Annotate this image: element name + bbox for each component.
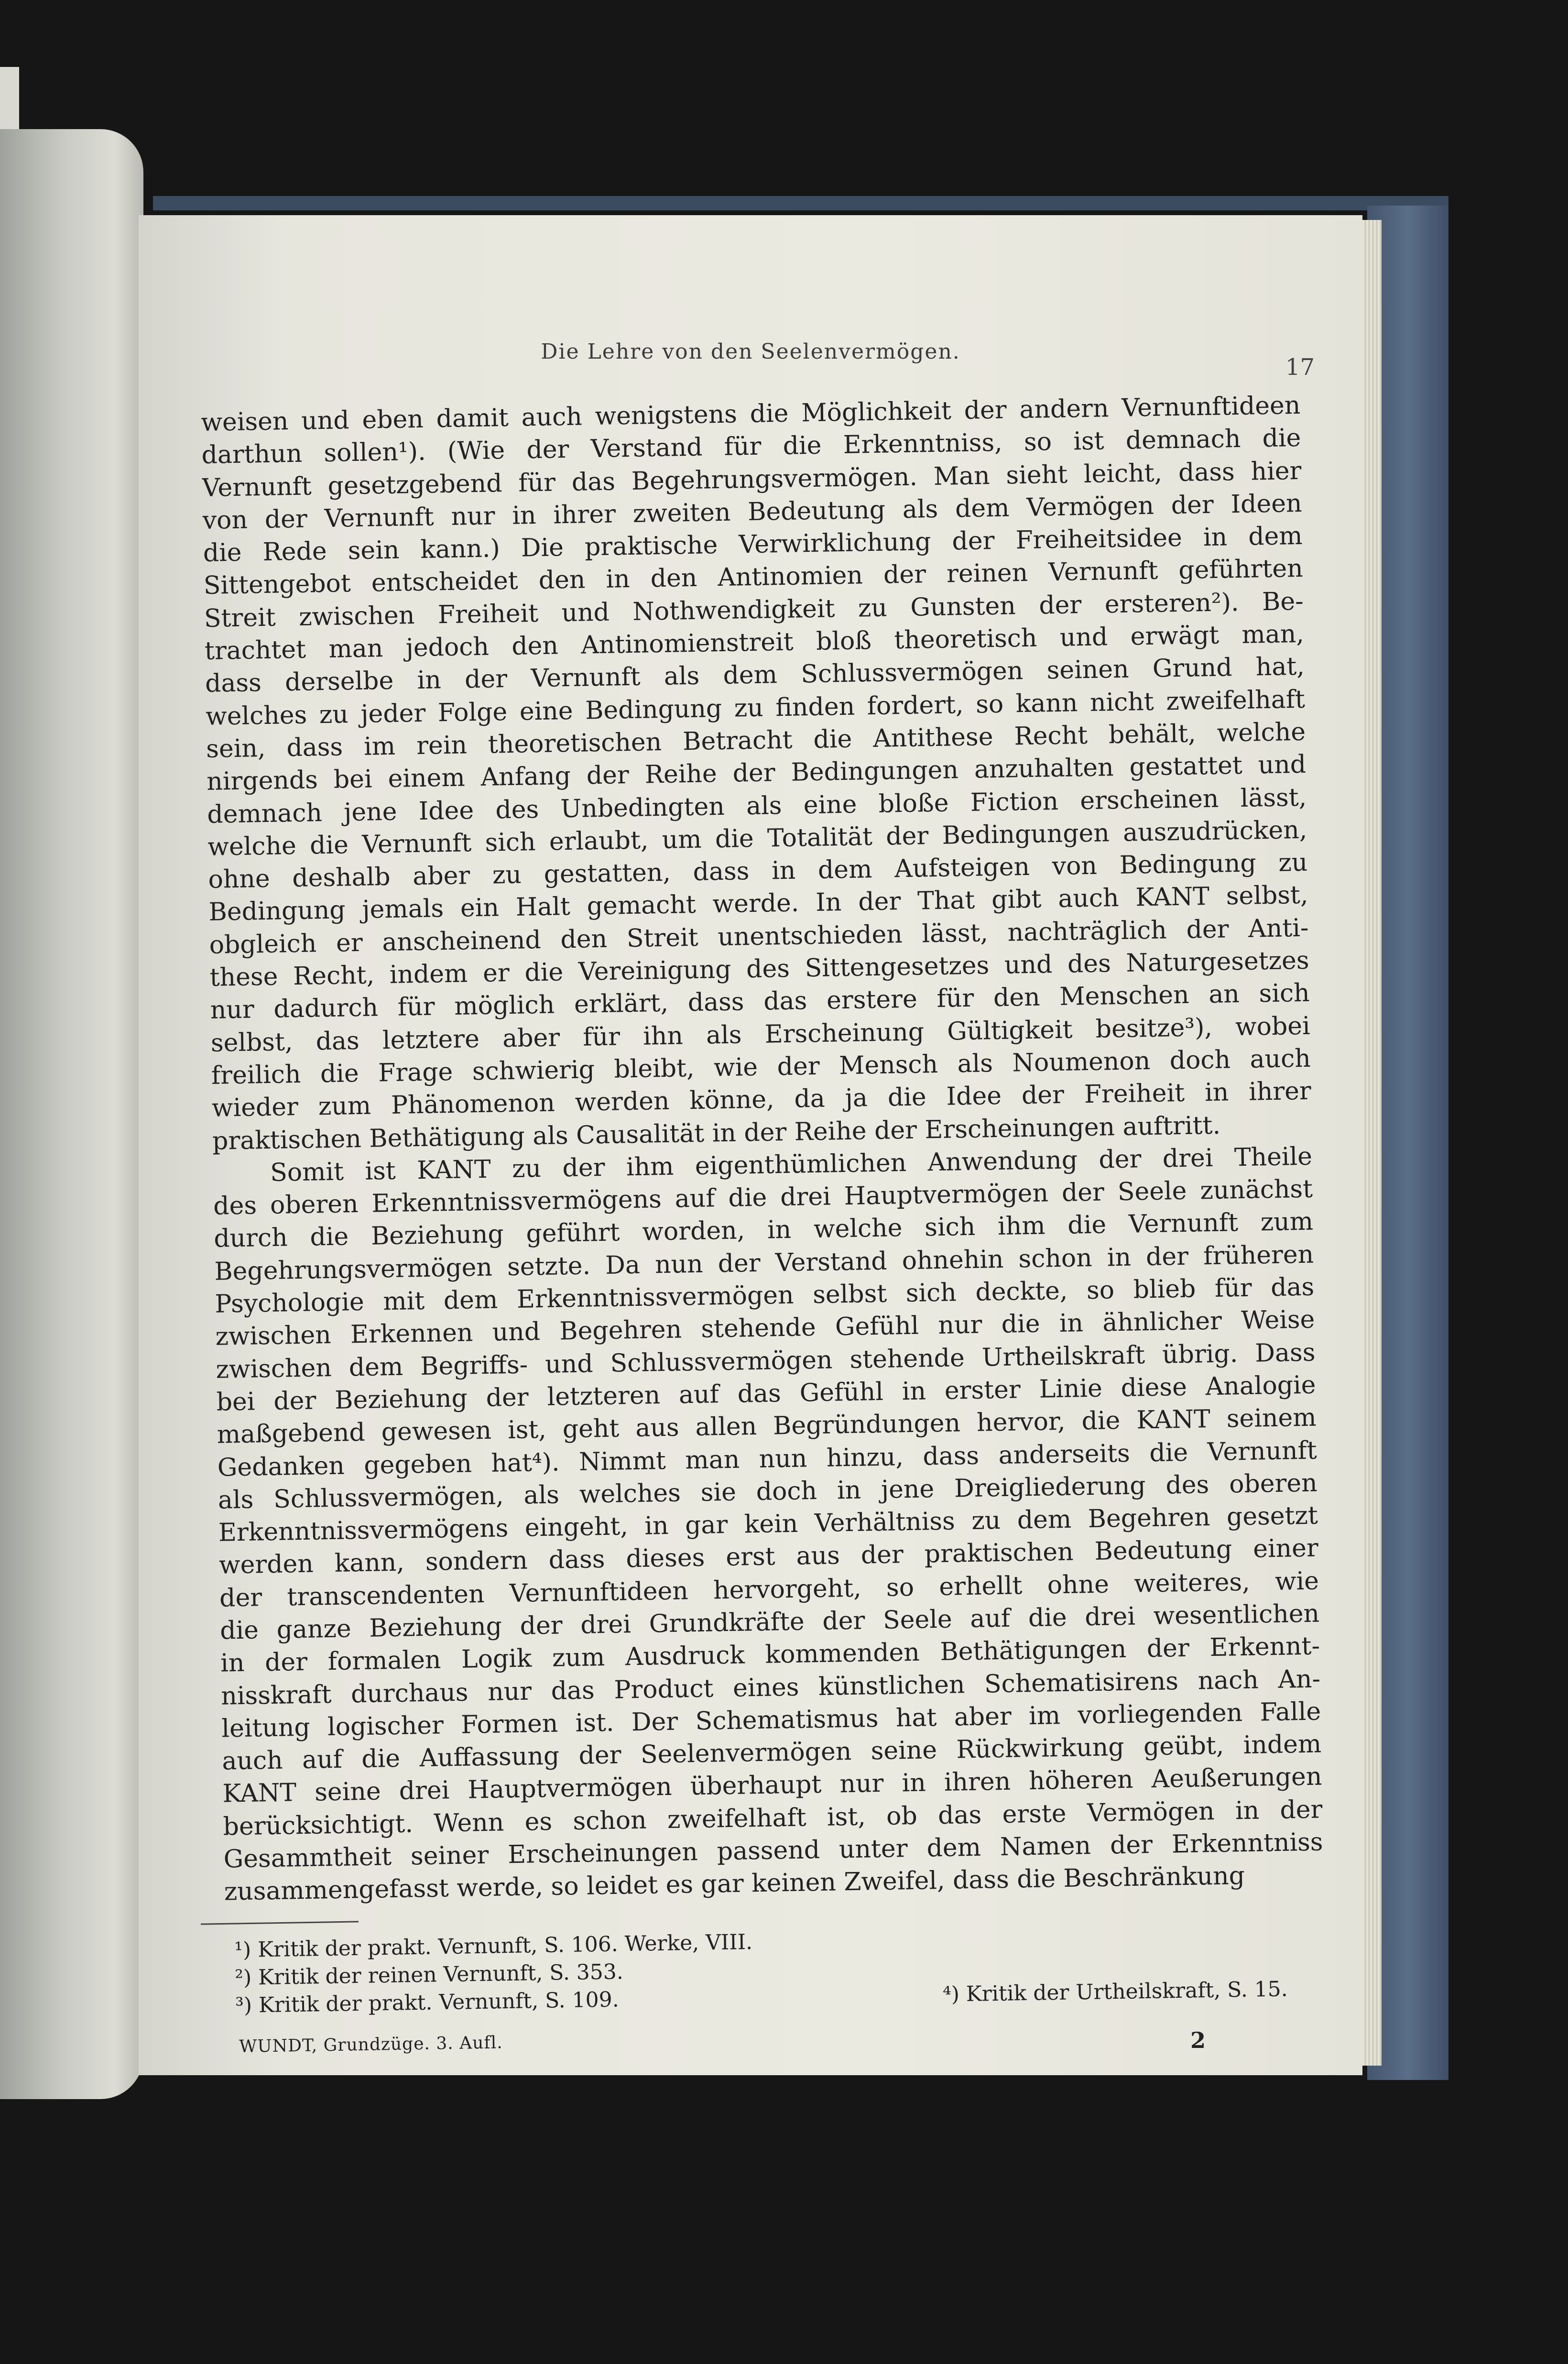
text-line: Begehrungsvermögen setzte. Da nun der Verstand ohnehin schon in der früheren <box>214 1240 1314 1286</box>
text-line: in der formalen Logik zum Ausdruck kommenden Bethätigungen der Erkennt- <box>220 1631 1320 1678</box>
text-line: Somit ist KANT zu der ihm eigenthümlichen Anwendung der drei Theile <box>270 1142 1313 1187</box>
text-line: von der Vernunft nur in ihrer zweiten Bedeutung als dem Vermögen der Ideen <box>202 489 1302 535</box>
text-line: darthun sollen¹). (Wie der Verstand für die Erkenntniss, so ist demnach die <box>201 424 1301 470</box>
text-line: werden kann, sondern dass dieses erst aus der praktischen Bedeutung einer <box>218 1533 1319 1580</box>
text-line: demnach jene Idee des Unbedingten als eine bloße Fiction erscheinen lässt, <box>207 783 1307 829</box>
text-line: Psychologie mit dem Erkenntnissvermögen selbst sich deckte, so blieb für das <box>215 1272 1315 1319</box>
footnote-rule <box>201 1921 359 1925</box>
text-line: der transcendenten Vernunftideen hervorgeht, so erhellt ohne weiteres, wie <box>219 1566 1319 1613</box>
text-line: leitung logischer Formen ist. Der Schematismus hat aber im vorliegenden Falle <box>221 1697 1321 1743</box>
text-line: Bedingung jemals ein Halt gemacht werde. In der That gibt auch KANT selbst, <box>208 881 1308 927</box>
text-line: nirgends bei einem Anfang der Reihe der Bedingungen anzuhalten gestattet und <box>206 750 1307 797</box>
text-line: welche die Vernunft sich erlaubt, um die Totalität der Bedingungen auszudrücken, <box>207 815 1307 862</box>
footnote-4: ⁴) Kritik der Urtheilskraft, S. 15. <box>942 1977 1288 2007</box>
text-line: des oberen Erkenntnissvermögens auf die drei Hauptvermögen der Seele zunächst <box>213 1174 1313 1221</box>
text-line: obgleich er anscheinend den Streit unentschieden lässt, nachträglich der Anti- <box>209 913 1309 960</box>
text-line: durch die Beziehung geführt worden, in welche sich ihm die Vernunft zum <box>213 1207 1314 1254</box>
text-line: sein, dass im rein theoretischen Betracht die Antithese Recht behält, welche <box>206 717 1306 764</box>
footnote-2: ²) Kritik der reinen Vernunft, S. 353. <box>234 1959 624 1990</box>
left-page <box>0 129 143 2099</box>
text-line: nur dadurch für möglich erklärt, dass das erstere für den Menschen an sich <box>210 979 1310 1025</box>
text-line: weisen und eben damit auch wenigstens die Möglichkeit der andern Vernunftideen <box>201 391 1301 437</box>
text-line: als Schlussvermögen, als welches sie doch in jene Dreigliederung des oberen <box>218 1468 1318 1515</box>
text-line: Sittengebot entscheidet den in den Antinomien der reinen Vernunft geführten <box>203 554 1304 601</box>
text-line: wieder zum Phänomenon werden könne, da ja die Idee der Freiheit in ihrer <box>211 1076 1312 1123</box>
text-line: zusammengefasst werde, so leidet es gar keinen Zweifel, dass die Beschränkung <box>224 1861 1245 1906</box>
text-line: Gedanken gegeben hat⁴). Nimmt man nun hinzu, dass anderseits die Vernunft <box>217 1436 1318 1482</box>
text-line: dass derselbe in der Vernunft als dem Schlussvermögen seinen Grund hat, <box>205 652 1305 699</box>
footnote-1: ¹) Kritik der prakt. Vernunft, S. 106. Werke, VIII. <box>234 1929 753 1962</box>
text-line: zwischen dem Begriffs- und Schlussvermögen stehende Urtheilskraft übrig. Dass <box>216 1338 1316 1384</box>
body-text <box>201 389 1324 1908</box>
text-line: selbst, das letztere aber für ihn als Erscheinung Gültigkeit besitze³), wobei <box>210 1011 1311 1058</box>
footnotes <box>234 1919 1335 2020</box>
text-line: auch auf die Auffassung der Seelenvermögen seine Rückwirkung geübt, indem <box>222 1729 1322 1776</box>
book-cover-top <box>153 196 1448 210</box>
text-line: die Rede sein kann.) Die praktische Verwirklichung der Freiheitsidee in dem <box>203 522 1303 568</box>
text-line: Erkenntnissvermögens eingeht, in gar kein Verhältniss zu dem Begehren gesetzt <box>218 1501 1318 1547</box>
printer-signature: WUNDT, Grundzüge. 3. Aufl. <box>239 2033 503 2057</box>
text-line: ohne deshalb aber zu gestatten, dass in dem Aufsteigen von Bedingung zu <box>208 848 1308 895</box>
signature-number: 2 <box>1190 2027 1206 2053</box>
text-line: praktischen Bethätigung als Causalität in der Reihe der Erscheinungen auftritt. <box>212 1111 1221 1156</box>
text-line: welches zu jeder Folge eine Bedingung zu finden fordert, so kann nicht zweifelhaft <box>205 685 1306 731</box>
text-line: Streit zwischen Freiheit und Nothwendigkeit zu Gunsten der ersteren²). Be- <box>204 587 1304 633</box>
text-line: Gesammtheit seiner Erscheinungen passend unter dem Namen der Erkenntniss <box>223 1828 1323 1874</box>
text-line: trachtet man jedoch den Antinomienstreit bloß theoretisch und erwägt man, <box>204 619 1305 666</box>
text-line: freilich die Frage schwierig bleibt, wie der Mensch als Noumenon doch auch <box>211 1044 1311 1090</box>
text-line: KANT seine drei Hauptvermögen überhaupt nur in ihren höheren Aeußerungen <box>222 1762 1322 1809</box>
text-line: nisskraft durchaus nur das Product eines künstlichen Schematisirens nach An- <box>220 1664 1321 1711</box>
text-line: these Recht, indem er die Vereinigung des Sittengesetzes und des Naturgesetzes <box>209 946 1309 992</box>
text-line: Vernunft gesetzgebend für das Begehrungsvermögen. Man sieht leicht, dass hier <box>202 456 1302 503</box>
text-line: bei der Beziehung der letzteren auf das Gefühl in erster Linie diese Analogie <box>216 1370 1316 1417</box>
text-line: berücksichtigt. Wenn es schon zweifelhaft ist, ob das erste Vermögen in der <box>223 1795 1323 1841</box>
text-line: die ganze Beziehung der drei Grundkräfte der Seele auf die drei wesentlichen <box>219 1599 1320 1645</box>
running-head: Die Lehre von den Seelenvermögen. <box>541 339 960 364</box>
text-line: maßgebend gewesen ist, geht aus allen Begründungen hervor, die KANT seinem <box>217 1403 1317 1449</box>
text-line: zwischen Erkennen und Begehren stehende Gefühl nur die in ähnlicher Weise <box>215 1305 1315 1352</box>
page-number: 17 <box>1285 354 1315 381</box>
footnote-3: ³) Kritik der prakt. Vernunft, S. 109. <box>235 1987 619 2018</box>
book-page <box>139 215 1362 2075</box>
